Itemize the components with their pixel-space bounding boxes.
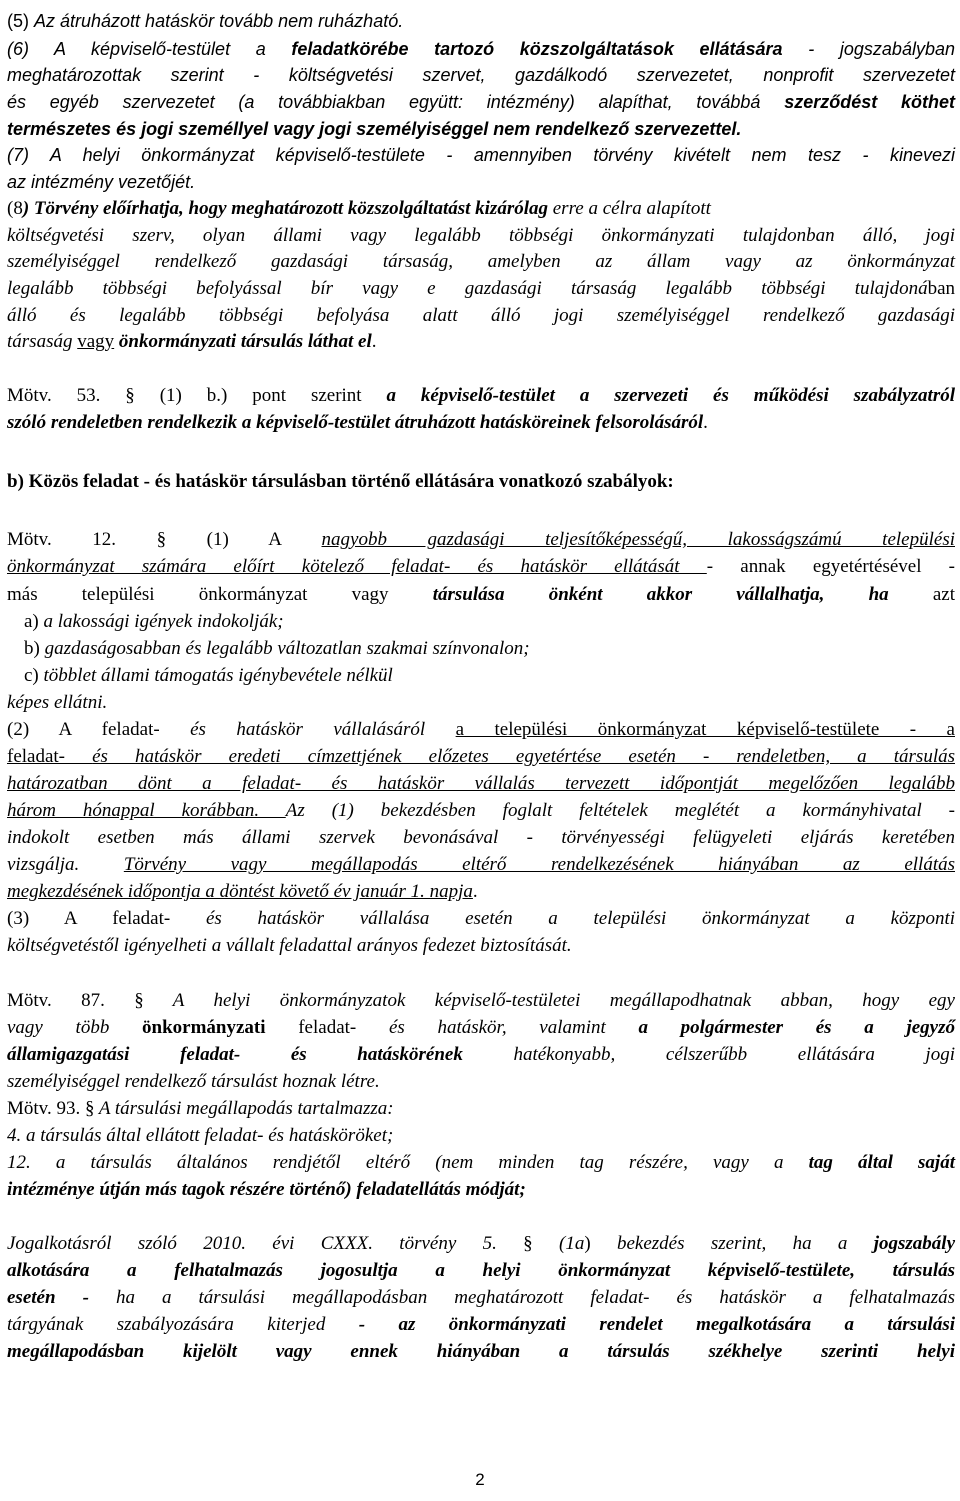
text-line — [7, 879, 955, 905]
text-run: intézménye útján más tagok részére történő) feladatellátás módját; — [7, 1179, 526, 1200]
text-run: ban — [927, 278, 955, 299]
text-line — [7, 223, 955, 249]
text-run: és egyéb szervezetet (a továbbiakban együtt: intézmény) alapíthat, továbbá — [7, 92, 785, 112]
text-run: személyiséggel rendelkező gazdasági társaság, amelyben az állam vagy az önkormányzat — [7, 251, 955, 272]
text-run: feladat- — [7, 746, 93, 767]
text-run: hatékonyabb, célszerűbb ellátására jogi — [462, 1044, 955, 1065]
text-run: a lakossági igények indokolják; — [43, 611, 284, 632]
text-run: (1) A — [166, 529, 322, 550]
text-run: A társulási megállapodás tartalmazza: — [94, 1098, 394, 1119]
text-run: Jogalkotásról szóló 2010. évi CXXX. törvény 5. — [7, 1233, 524, 1254]
text-run: vizsgálja. — [7, 854, 124, 875]
text-run: tag által saját — [808, 1152, 955, 1173]
text-run: b) — [24, 638, 45, 659]
text-run: b) Közös feladat - és hatáskör társulásban történő ellátására vonatkozó szabályok: — [7, 471, 674, 492]
text-run: társaság — [7, 331, 78, 352]
text-run: határozatban dönt a feladat- és hatáskör vállalás tervezett időpontját megelőzően legalább — [7, 773, 955, 794]
text-run: államigazgatási feladat- és hatáskörének — [7, 1044, 463, 1065]
text-run: legalább többségi befolyással bír vagy e gazdasági társaság legalább többségi tulajdoná — [7, 278, 928, 299]
text-run: Az átruházott hatáskör tovább nem ruházható. — [34, 11, 404, 31]
text-line — [7, 276, 955, 302]
text-run: gazdaságosabban és legalább változatlan szakmai színvonalon; — [44, 638, 530, 659]
text-line — [7, 933, 955, 959]
text-run: azt — [888, 584, 955, 605]
text-line — [7, 852, 955, 878]
text-run: - jogszabályban — [782, 39, 955, 59]
text-run: feladatkörébe tartozó közszolgáltatások ellátására — [291, 39, 783, 59]
text-line — [7, 36, 955, 63]
text-line — [7, 62, 955, 89]
text-run: önkormányzat számára előírt kötelező feladat- és hatáskör ellátását — [7, 556, 707, 577]
text-run: indokolt esetben más állami szervek bevonásával - törvényességi felügyeleti eljárás keretében — [7, 827, 955, 848]
text-run: a polgármester és a jegyző — [638, 1017, 955, 1038]
text-run: költségvetéstől igényelheti a vállalt feladattal arányos fedezet biztosítását. — [7, 935, 572, 956]
text-line — [7, 1312, 955, 1338]
text-run: tárgyának szabályozására kiterjed — [7, 1314, 359, 1335]
text-run: és hatáskör vállalásáról — [190, 719, 456, 740]
text-run: költségvetési szerv, olyan állami vagy legalább többségi önkormányzati tulajdonban álló, jogi — [7, 225, 955, 246]
text-run: erre a célra alapított — [548, 198, 711, 219]
text-line — [7, 89, 955, 116]
text-run: Az (1) bekezdésben foglalt feltételek meglétét a kormányhivatal - — [285, 800, 955, 821]
text-line — [7, 1150, 955, 1176]
text-run: § — [84, 1098, 95, 1119]
text-run: (3) A feladat- — [7, 908, 206, 929]
text-run: személyiséggel rendelkező társulást hoznak létre. — [7, 1071, 380, 1092]
text-run: - az önkormányzati rendelet megalkotására a társulási — [358, 1314, 956, 1335]
text-line — [7, 142, 955, 169]
text-line — [7, 1339, 955, 1365]
text-run: a települési önkormányzat képviselő-testülete - a — [455, 719, 955, 740]
text-run: ha a társulási megállapodásban meghatározott feladat- és hatáskör a felhatalmazás — [88, 1287, 955, 1308]
text-run: (7) A helyi önkormányzat képviselő-testülete - amennyiben törvény kivételt nem tesz - kinevezi — [7, 145, 955, 165]
text-run: Mötv. 53. — [7, 385, 126, 406]
text-run: . — [703, 412, 708, 433]
text-run: Mötv. 87. — [7, 990, 135, 1011]
text-run: (5) — [7, 11, 34, 31]
text-run: más települési önkormányzat vagy — [7, 584, 433, 605]
text-run: Mötv. 93. — [7, 1098, 85, 1119]
text-run: . — [371, 331, 377, 352]
text-run: Törvény vagy megállapodás eltérő rendelkezésének hiányában az ellátás — [123, 854, 955, 875]
text-run: § — [156, 529, 167, 550]
text-run: az intézmény vezetőjét. — [7, 172, 196, 192]
text-line — [7, 303, 955, 329]
text-line — [7, 410, 955, 436]
text-line — [24, 609, 955, 635]
text-run: meghatározottak szerint - költségvetési szervet, gazdálkodó szervezetet, nonprofit szervezetet — [7, 65, 955, 85]
text-run: jogszabály — [873, 1233, 955, 1254]
text-line — [7, 1015, 955, 1041]
text-run: A helyi önkormányzatok képviselő-testületei megállapodhatnak abban, hogy egy — [143, 990, 955, 1011]
text-line — [7, 906, 955, 932]
text-run: (2) A feladat- — [7, 719, 191, 740]
text-line — [7, 116, 955, 143]
text-run: és hatáskör eredeti címzettjének előzetes egyetértése esetén - rendeletben, a társulás — [92, 746, 955, 767]
text-run: § — [523, 1233, 533, 1254]
text-run: megkezdésének időpontja a döntést követő év január 1. napja — [7, 881, 473, 902]
text-run: szerződést köthet — [784, 92, 955, 112]
text-run: három hónappal korábban. — [7, 800, 286, 821]
text-run: vagy — [77, 331, 115, 352]
text-line — [7, 383, 955, 409]
text-line — [7, 798, 955, 824]
text-run: c) — [24, 665, 44, 686]
text-line — [24, 663, 955, 689]
text-line — [7, 249, 955, 275]
text-run: ) — [584, 1233, 591, 1254]
text-run: és hatáskör vállalása esetén a települési önkormányzat a központi — [205, 908, 956, 929]
text-run: (8 — [7, 198, 23, 219]
text-run: alkotására a felhatalmazás jogosultja a helyi önkormányzat képviselő-testülete, társulás — [7, 1260, 955, 1281]
text-run: társulása önként akkor vállalhatja, ha — [432, 584, 889, 605]
text-line — [7, 1069, 955, 1095]
page-number: 2 — [475, 1470, 485, 1489]
text-run: ) Törvény előírhatja, hogy meghatározott közszolgáltatást kizárólag — [22, 198, 548, 219]
text-run: § — [134, 990, 144, 1011]
text-line — [7, 1177, 955, 1203]
text-line — [7, 527, 955, 553]
text-run: - annak egyetértésével - — [706, 556, 955, 577]
text-line — [7, 1258, 955, 1284]
text-run: (1a — [532, 1233, 585, 1254]
text-line — [7, 582, 955, 608]
text-line — [7, 554, 955, 580]
text-line — [7, 771, 955, 797]
text-run: Mötv. 12. — [7, 529, 157, 550]
text-line — [24, 636, 955, 662]
text-run: feladat- — [265, 1017, 389, 1038]
text-line — [7, 469, 955, 495]
text-run: természetes és jogi személlyel vagy jogi személyiséggel nem rendelkező szervezettel. — [7, 119, 742, 139]
text-run: a) — [24, 611, 44, 632]
text-run: álló és legalább többségi befolyása alatt álló jogi személyiséggel rendelkező gazdasági — [7, 305, 955, 326]
text-line — [7, 690, 955, 716]
text-run: § — [125, 385, 135, 406]
text-run: 12. a társulás általános rendjétől eltérő (nem minden tag részére, vagy a — [7, 1152, 809, 1173]
text-line — [7, 329, 955, 355]
text-run: bekezdés szerint, ha a — [590, 1233, 874, 1254]
text-run: nagyobb gazdasági teljesítőképességű, lakosságszámú települési — [321, 529, 955, 550]
text-line — [7, 1096, 955, 1122]
text-line — [7, 8, 955, 35]
text-run: (6) A képviselő-testület a — [7, 39, 292, 59]
text-line — [7, 1231, 955, 1257]
text-line — [7, 744, 955, 770]
text-run: megállapodásban kijelölt vagy ennek hiányában a társulás székhelye szerinti helyi — [7, 1341, 955, 1362]
text-line — [7, 717, 955, 743]
text-run: a képviselő-testület a szervezeti és működési szabályzatról — [386, 385, 956, 406]
text-line — [7, 1042, 955, 1068]
text-run: képes ellátni. — [7, 692, 108, 713]
text-line — [7, 825, 955, 851]
text-run: önkormányzati — [142, 1017, 266, 1038]
text-run: 4. a társulás által ellátott feladat- és hatásköröket; — [7, 1125, 394, 1146]
text-run: (1) b.) pont szerint — [134, 385, 387, 406]
text-run: esetén - — [7, 1287, 89, 1308]
text-line — [7, 1123, 955, 1149]
text-run: szóló rendeletben rendelkezik a képviselő-testület átruházott hatásköreinek felsorolásáról — [7, 412, 704, 433]
text-run: és hatáskör, valamint — [388, 1017, 639, 1038]
text-run: . — [472, 881, 478, 902]
text-line — [7, 196, 955, 222]
text-run: többlet állami támogatás igénybevétele nélkül — [43, 665, 393, 686]
text-run: önkormányzati társulás láthat el — [118, 331, 372, 352]
text-run: vagy több — [7, 1017, 143, 1038]
text-line — [7, 1285, 955, 1311]
text-line — [7, 169, 955, 196]
text-line — [7, 988, 955, 1014]
